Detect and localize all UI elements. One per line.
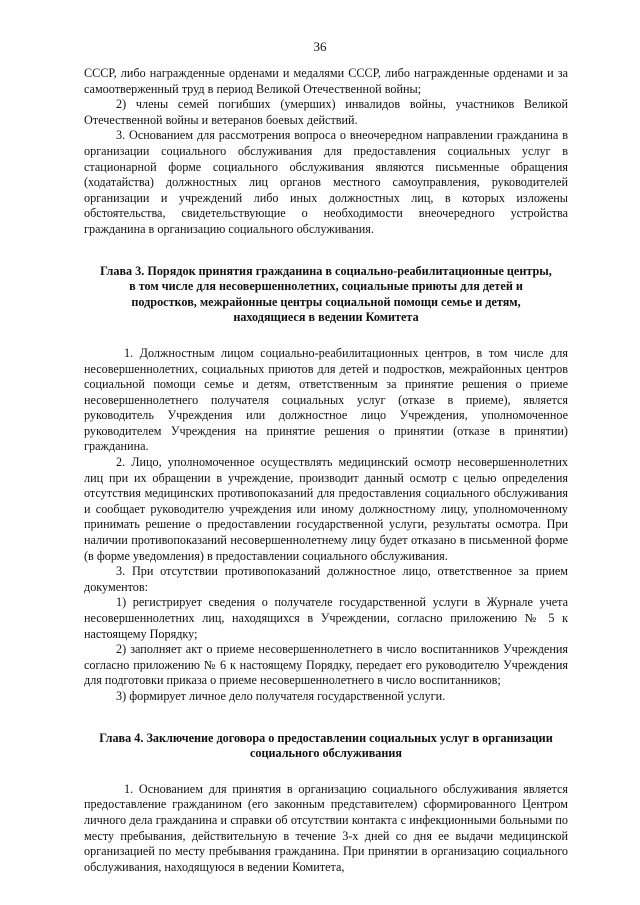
chapter-3-paragraph-5: 2) заполняет акт о приеме несовершеннолетнего в число воспитанников Учреждения согласно приложению № 6 к настоящему Порядку, передает его руководителю Учреждения для подготовки приказа о приеме несовершеннолетнего в число воспитанников; bbox=[84, 642, 568, 688]
intro-paragraph-1: СССР, либо награжденные орденами и медалями СССР, либо награжденные орденами и за самоотверженный труд в период Великой Отечественной войны; bbox=[84, 66, 568, 96]
chapter-3-paragraph-4: 1) регистрирует сведения о получателе государственной услуги в Журнале учета несовершеннолетних лиц, находящихся в Учреждении, согласно приложению № 5 к настоящему Порядку; bbox=[84, 595, 568, 641]
intro-paragraph-3: 3. Основанием для рассмотрения вопроса о внеочередном направлении гражданина в организации социального обслуживания для предоставления социальных услуг в стационарной форме социального обслуживания являются письменные обращения (ходатайства) должностных лиц органов местного самоуправления, руководителей организации и учреждений либо иных должностных лиц, в которых изложены обстоятельства, свидетельствующие о необходимости внеочередного устройства гражданина в организацию социального обслуживания. bbox=[84, 128, 568, 236]
document-body bbox=[84, 66, 568, 875]
chapter-4-title-line-1: Глава 4. Заключение договора о предоставлении социальных услуг в организации bbox=[99, 730, 553, 745]
chapter-4-paragraph-1: 1. Основанием для принятия в организацию социального обслуживания является предоставление гражданином (его законным представителем) сформированного Центром личного дела гражданина и справки об отсутствии контакта с инфекционными больными по месту пребывания, действительную в течение 3-х дней со дня ее выдачи медицинской организацией по месту пребывания гражданина. При принятии в организацию социального обслуживания, находящуюся в ведении Комитета, bbox=[84, 781, 568, 874]
chapter-3-paragraph-6: 3) формирует личное дело получателя государственной услуги. bbox=[116, 688, 446, 703]
intro-paragraph-2: 2) члены семей погибших (умерших) инвалидов войны, участников Великой Отечественной войны и ветеранов боевых действий. bbox=[84, 97, 568, 127]
chapter-3-paragraph-3: 3. При отсутствии противопоказаний должностное лицо, ответственное за прием документов: bbox=[84, 564, 568, 594]
chapter-3-title-line-1: Глава 3. Порядок принятия гражданина в социально-реабилитационные центры, bbox=[100, 263, 552, 278]
chapter-3-paragraph-1: 1. Должностным лицом социально-реабилитационных центров, в том числе для несовершеннолетних, социальных приютов для детей и подростков, межрайонных центров социальной помощи семье и детям, ответственным за принятие решения о приеме несовершеннолетнего получателя социальных услуг (отказе в приеме), является руководитель Учреждения или должностное лицо Учреждения, уполномоченное руководителем Учреждения на принятие решения о принятии (отказе в принятии) гражданина. bbox=[84, 345, 568, 454]
chapter-3-paragraph-2: 2. Лицо, уполномоченное осуществлять медицинский осмотр несовершеннолетних лиц при их обращении в учреждение, производит данный осмотр с целью определения отсутствия медицинских противопоказаний для предоставления социального обслуживания и сообщает руководителю учреждения или иному должностному лицу, уполномоченному принимать решение о предоставлении государственной услуги, результаты осмотра. При наличии противопоказаний несовершеннолетнему лицу будет отказано в письменной форме (в форме уведомления) в предоставлении социального обслуживания. bbox=[84, 455, 568, 563]
chapter-3-title-line-4: находящиеся в ведении Комитета bbox=[233, 310, 419, 325]
chapter-3-title-line-2: в том числе для несовершеннолетних, социальные приюты для детей и bbox=[129, 279, 523, 294]
page-number: 36 bbox=[313, 39, 327, 54]
chapter-3-heading bbox=[84, 264, 568, 326]
chapter-4-heading bbox=[84, 731, 568, 762]
chapter-4-title-line-2: социального обслуживания bbox=[249, 746, 403, 761]
chapter-3-title-line-3: подростков, межрайонные центры социальной помощи семье и детям, bbox=[131, 294, 521, 309]
